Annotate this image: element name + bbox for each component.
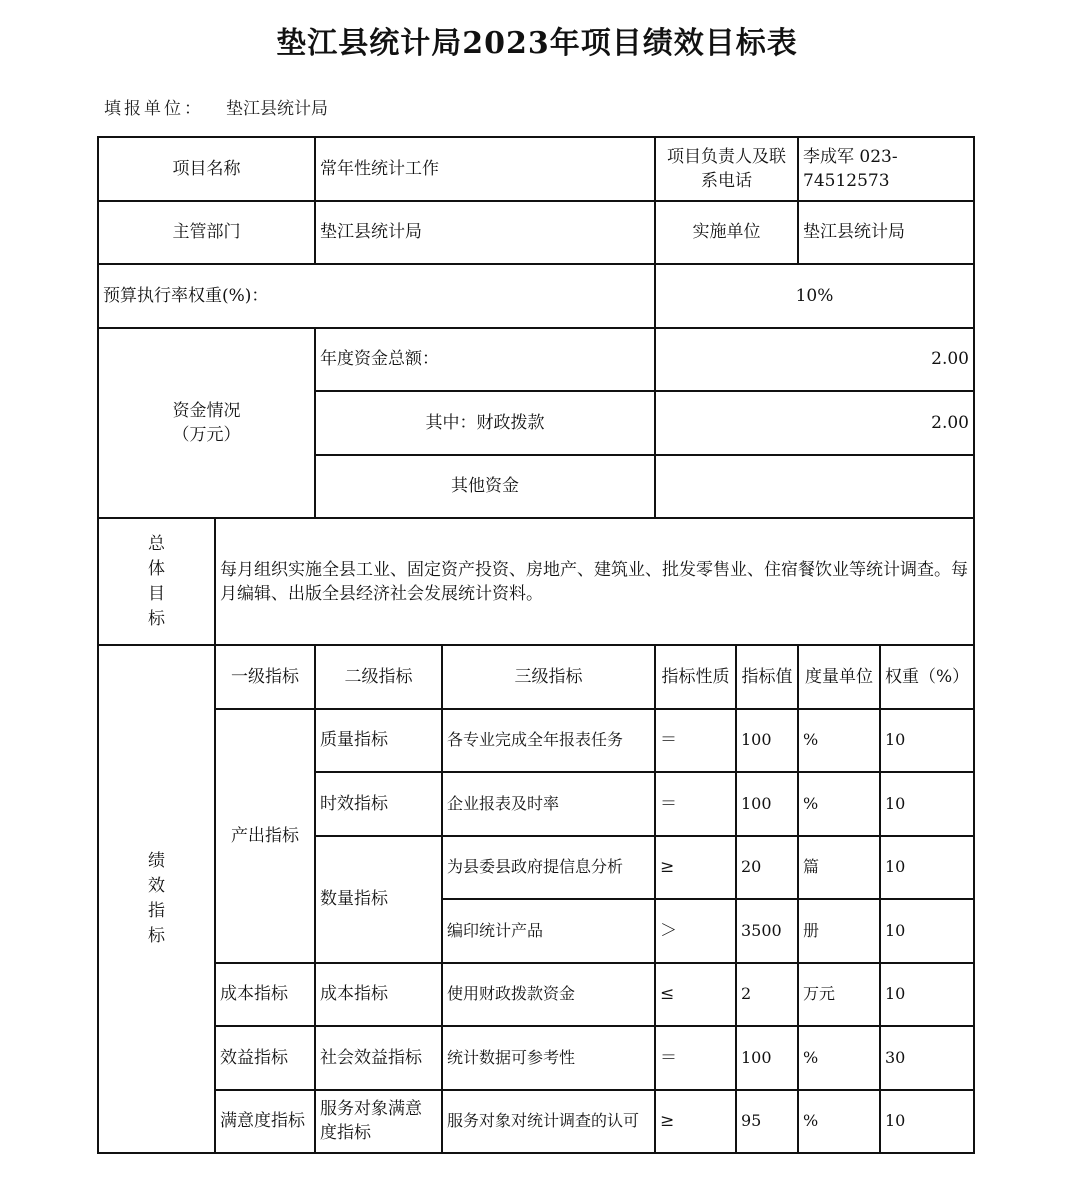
project-manager-label: 项目负责人及联系电话 (655, 137, 798, 201)
header-level3: 三级指标 (442, 645, 655, 709)
row-nature: ≥ (655, 836, 736, 900)
dept-label: 主管部门 (98, 201, 315, 265)
header-value: 指标值 (736, 645, 798, 709)
subgroup-timeliness: 时效指标 (315, 772, 442, 836)
row-value: 2 (736, 963, 798, 1027)
fill-unit-line (104, 94, 328, 119)
group-benefit: 效益指标 (215, 1026, 315, 1090)
project-name-label: 项目名称 (98, 137, 315, 201)
group-satisfaction: 满意度指标 (215, 1090, 315, 1154)
funds-label-line2: （万元） (172, 424, 241, 445)
row-value: 100 (736, 1026, 798, 1090)
impl-unit-value: 垫江县统计局 (798, 201, 974, 265)
subgroup-cost: 成本指标 (315, 963, 442, 1027)
performance-target-table (97, 136, 975, 1154)
row-weight: 10 (880, 709, 974, 773)
row-level3: 各专业完成全年报表任务 (442, 709, 655, 773)
funds-other-value (655, 455, 974, 519)
row-unit: 篇 (798, 836, 880, 900)
row-value: 100 (736, 709, 798, 773)
row-level3: 统计数据可参考性 (442, 1026, 655, 1090)
funds-fiscal-value: 2.00 (655, 391, 974, 455)
project-manager-value: 李成军 023-74512573 (798, 137, 974, 201)
funds-label (98, 328, 315, 519)
fill-unit-value: 垫江县统计局 (226, 99, 328, 119)
row-value: 20 (736, 836, 798, 900)
row-weight: 10 (880, 772, 974, 836)
row-level3: 服务对象对统计调查的认可 (442, 1090, 655, 1154)
subgroup-quality: 质量指标 (315, 709, 442, 773)
row-unit: 册 (798, 899, 880, 963)
group-cost: 成本指标 (215, 963, 315, 1027)
row-nature: ＞ (655, 899, 736, 963)
header-unit: 度量单位 (798, 645, 880, 709)
row-weight: 30 (880, 1026, 974, 1090)
row-level3: 使用财政拨款资金 (442, 963, 655, 1027)
row-value: 95 (736, 1090, 798, 1154)
row-weight: 10 (880, 1090, 974, 1154)
funds-label-line1: 资金情况 (172, 400, 241, 421)
row-value: 3500 (736, 899, 798, 963)
funds-fiscal-label: 其中：财政拨款 (315, 391, 655, 455)
project-name-value: 常年性统计工作 (315, 137, 655, 201)
impl-unit-label: 实施单位 (655, 201, 798, 265)
header-level2: 二级指标 (315, 645, 442, 709)
overall-goal-label: 总 体 目 标 (98, 518, 215, 645)
row-unit: % (798, 1090, 880, 1154)
row-unit: % (798, 772, 880, 836)
row-level3: 为县委县政府提信息分析 (442, 836, 655, 900)
group-output: 产出指标 (215, 709, 315, 963)
overall-goal-text: 每月组织实施全县工业、固定资产投资、房地产、建筑业、批发零售业、住宿餐饮业等统计调查。每月编辑、出版全县经济社会发展统计资料。 (215, 518, 974, 645)
row-nature: ＝ (655, 709, 736, 773)
funds-total-label: 年度资金总额： (315, 328, 655, 392)
dept-value: 垫江县统计局 (315, 201, 655, 265)
row-level3: 编印统计产品 (442, 899, 655, 963)
page-title: 垫江县统计局2023年项目绩效目标表 (276, 26, 798, 61)
row-unit: % (798, 1026, 880, 1090)
row-value: 100 (736, 772, 798, 836)
row-unit: 万元 (798, 963, 880, 1027)
header-weight: 权重（%） (880, 645, 974, 709)
row-unit: % (798, 709, 880, 773)
header-level1: 一级指标 (215, 645, 315, 709)
row-nature: ＝ (655, 772, 736, 836)
row-nature: ≥ (655, 1090, 736, 1154)
subgroup-quantity: 数量指标 (315, 836, 442, 963)
header-nature: 指标性质 (655, 645, 736, 709)
row-level3: 企业报表及时率 (442, 772, 655, 836)
budget-rate-label: 预算执行率权重(%)： (98, 264, 655, 328)
indicators-label: 绩 效 指 标 (98, 645, 215, 1153)
funds-other-label: 其他资金 (315, 455, 655, 519)
subgroup-service: 服务对象满意度指标 (315, 1090, 442, 1154)
row-nature: ≤ (655, 963, 736, 1027)
row-weight: 10 (880, 963, 974, 1027)
subgroup-social: 社会效益指标 (315, 1026, 442, 1090)
fill-unit-label: 填报单位： (104, 99, 204, 119)
budget-rate-value: 10% (655, 264, 974, 328)
row-nature: ＝ (655, 1026, 736, 1090)
row-weight: 10 (880, 899, 974, 963)
row-weight: 10 (880, 836, 974, 900)
funds-total-value: 2.00 (655, 328, 974, 392)
